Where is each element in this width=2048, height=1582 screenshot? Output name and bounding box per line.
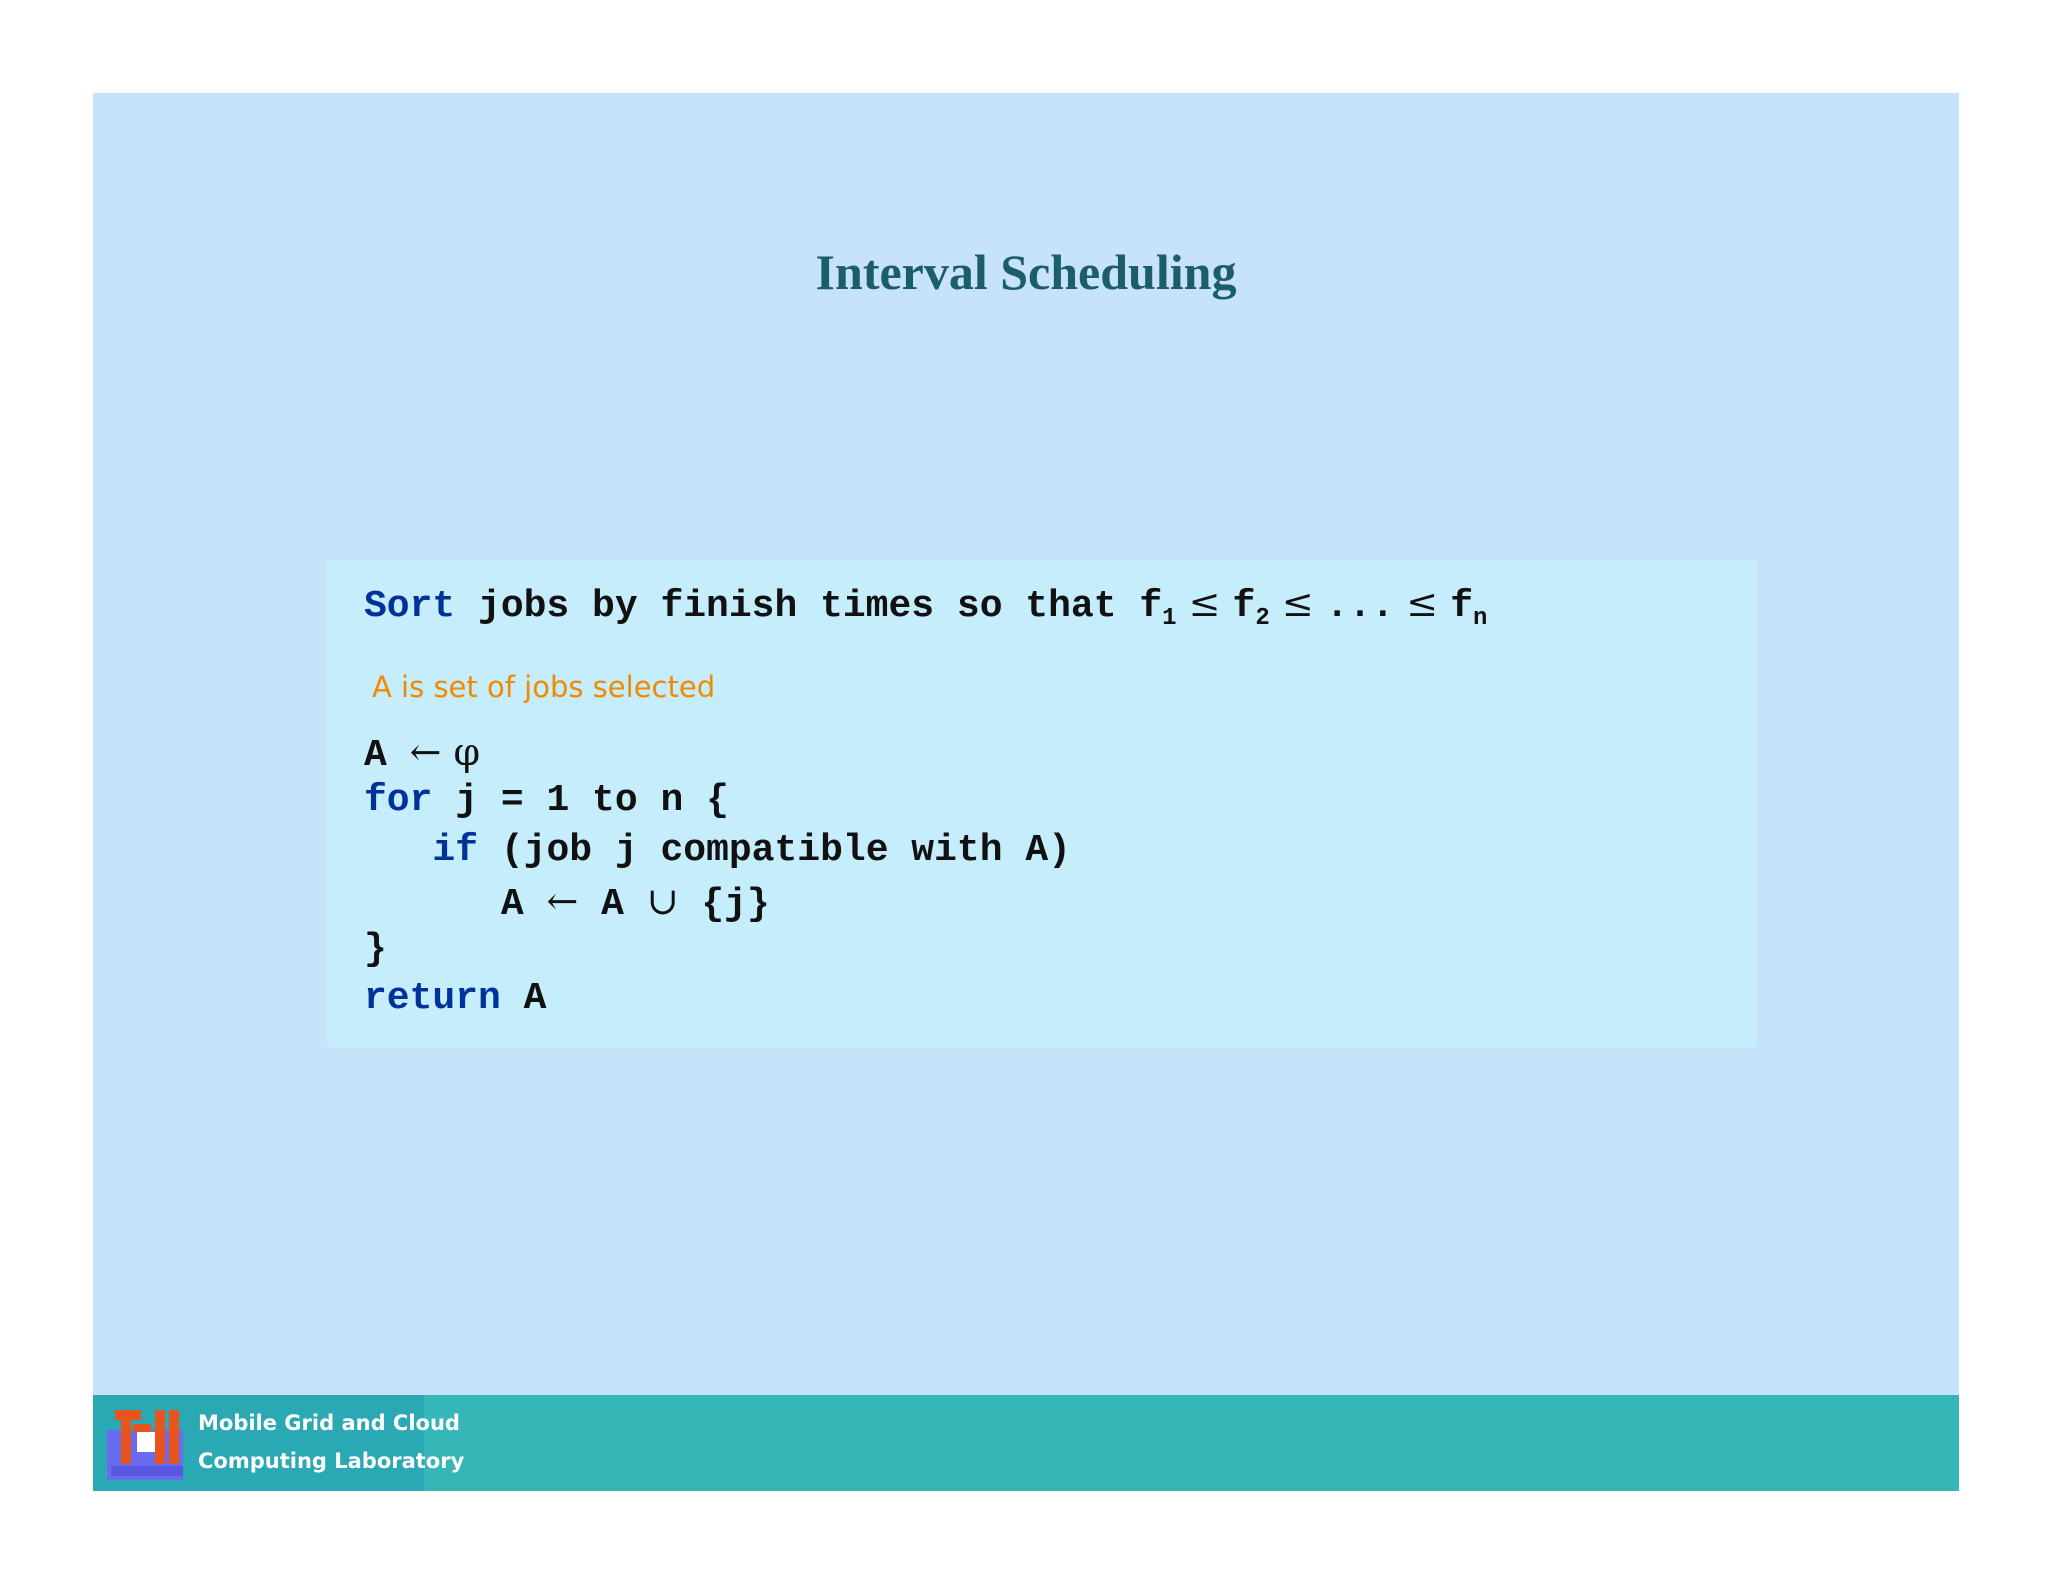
code-line-return <box>364 977 547 1020</box>
for-text: j = 1 to n { <box>432 779 729 822</box>
slide-title: Interval Scheduling <box>815 244 1237 300</box>
f2-text: f <box>1232 585 1256 628</box>
ellipsis: ... <box>1325 585 1395 628</box>
subscript-2: 2 <box>1255 605 1270 632</box>
var-a: A <box>500 883 547 926</box>
sort-text: jobs by finish times so that f <box>455 585 1163 628</box>
empty-set-symbol: φ <box>441 730 481 774</box>
left-arrow-symbol: ← <box>409 730 442 774</box>
keyword-if: if <box>432 829 479 872</box>
slide <box>93 93 1959 1491</box>
set-j: {j} <box>678 883 770 926</box>
code-line-init <box>364 730 481 777</box>
keyword-return: return <box>364 977 501 1020</box>
leq-symbol: ≤ <box>1269 581 1326 625</box>
lab-name-line1: Mobile Grid and Cloud <box>198 1411 460 1435</box>
left-arrow-symbol: ← <box>546 879 579 923</box>
code-line-for <box>364 779 729 822</box>
footer-bar <box>93 1395 1959 1491</box>
keyword-for: for <box>364 779 433 822</box>
union-symbol: ∪ <box>646 879 679 923</box>
code-line-union <box>364 879 770 926</box>
subscript-1: 1 <box>1162 605 1177 632</box>
code-comment: A is set of jobs selected <box>372 670 716 704</box>
if-text: (job j compatible with A) <box>478 829 1071 872</box>
keyword-sort: Sort <box>364 585 456 628</box>
lab-name-line2: Computing Laboratory <box>198 1449 465 1473</box>
subscript-n: n <box>1473 605 1488 632</box>
return-text: A <box>500 977 547 1020</box>
lab-logo-block <box>93 1395 465 1491</box>
indent <box>364 829 432 872</box>
leq-symbol: ≤ <box>1176 581 1233 625</box>
var-a: A <box>364 734 410 777</box>
lab-logo-icon <box>107 1410 185 1482</box>
indent <box>364 883 501 926</box>
pseudocode-box <box>327 560 1757 1047</box>
code-line-if <box>364 829 1071 872</box>
var-a: A <box>578 883 647 926</box>
code-line-close: } <box>364 928 387 971</box>
code-line-sort <box>364 581 1488 632</box>
leq-symbol: ≤ <box>1394 581 1451 625</box>
fn-text: f <box>1450 585 1473 628</box>
